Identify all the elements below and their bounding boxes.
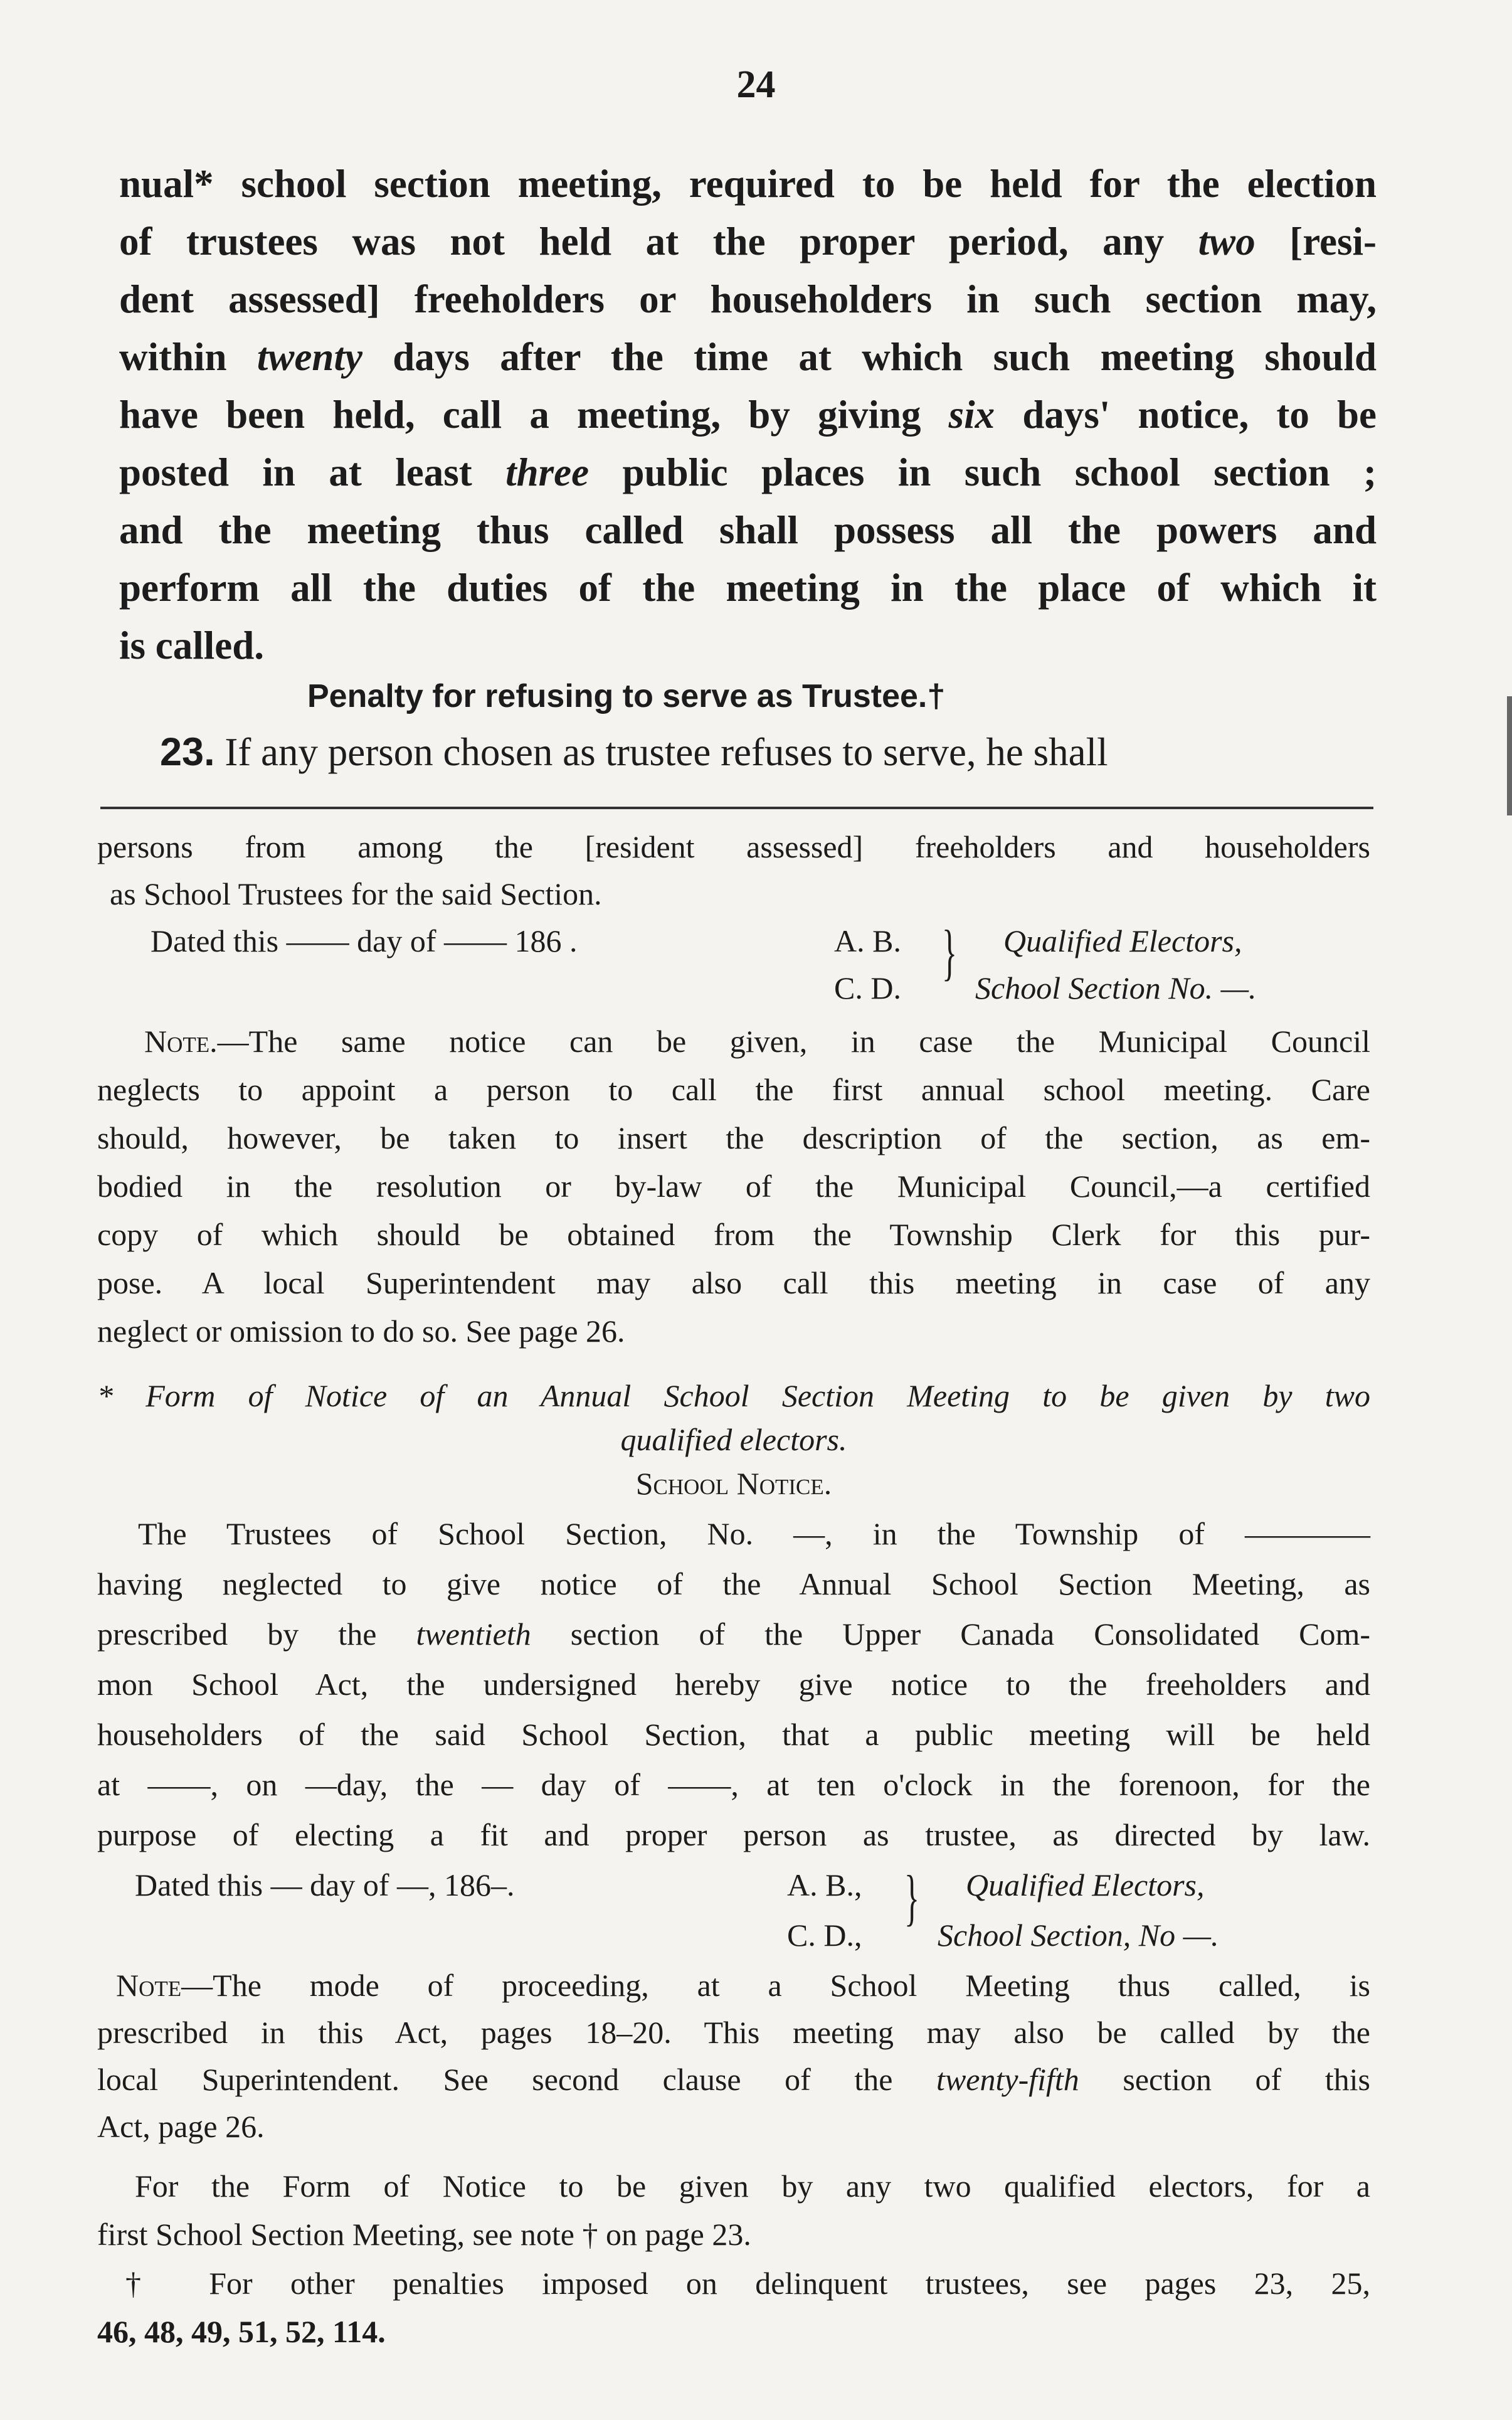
body-line-7: and the meeting thus called shall possess all the powers and — [119, 508, 1377, 552]
note1-line-2: neglects to appoint a person to call the first annual school meeting. Care — [97, 1072, 1370, 1107]
italic-twentieth: twentieth — [416, 1616, 531, 1652]
italic-two: two — [1198, 220, 1256, 263]
body-line-4: within twenty days after the time at which such meeting should — [119, 335, 1377, 379]
body-line-3: dent assessed] freeholders or householders in such section may, — [119, 277, 1377, 321]
note1-line-3: should, however, be taken to insert the description of the section, as em- — [97, 1120, 1370, 1155]
body-line-6: posted in at least three public places in such school section ; — [119, 450, 1377, 494]
notice-line-2: having neglected to give notice of the Annual School Section Meeting, as — [97, 1566, 1370, 1601]
note2-label: Note — [116, 1968, 182, 2003]
notice-line-7: purpose of electing a fit and proper person as trustee, as directed by law. — [97, 1817, 1370, 1852]
body-line-8: perform all the duties of the meeting in the place of which it — [119, 566, 1377, 610]
italic-twenty-fifth: twenty-fifth — [936, 2062, 1079, 2097]
section-number: 23. — [160, 730, 215, 774]
section-text: If any person chosen as trustee refuses to serve, he shall — [225, 730, 1108, 774]
form-ref-line-1: For the Form of Notice to be given by any two qualified electors, for a — [135, 2168, 1370, 2204]
signer-role-2a: Qualified Electors, — [966, 1867, 1205, 1903]
body-line-2: of trustees was not held at the proper period, any two [resi- — [119, 220, 1377, 263]
body-line-9: is called. — [119, 624, 264, 667]
note1-label: Note. — [144, 1024, 218, 1059]
note1-line-1: Note.—The same notice can be given, in case the Municipal Council — [144, 1024, 1370, 1059]
brace-1: } — [942, 917, 957, 987]
notice-line-5: householders of the said School Section, that a public meeting will be held — [97, 1717, 1370, 1752]
note2-line-1: Note—The mode of proceeding, at a School Meeting thus called, is — [116, 1968, 1370, 2003]
body-line-1: nual* school section meeting, required to be held for the election — [119, 162, 1377, 206]
section-23-line — [160, 730, 1377, 774]
fn-cont-line-1: persons from among the [resident assessed] freeholders and householders — [97, 829, 1370, 864]
section-heading: Penalty for refusing to serve as Trustee.† — [307, 678, 946, 714]
signer-role-2b: School Section, No —. — [938, 1918, 1219, 1953]
form-title-line-2: qualified electors. — [620, 1422, 847, 1457]
form-title-line-1: * Form of Notice of an Annual School Section Meeting to be given by two — [97, 1378, 1370, 1413]
signer-cd-1: C. D. — [834, 970, 901, 1006]
italic-twenty: twenty — [256, 335, 362, 379]
note1-line-6: pose. A local Superintendent may also call this meeting in case of any — [97, 1265, 1370, 1300]
signer-role-1a: Qualified Electors, — [1003, 923, 1242, 958]
note1-line-7: neglect or omission to do so. See page 26. — [97, 1313, 625, 1349]
footnote-rule — [100, 807, 1373, 809]
dagger-note-line-1: † For other penalties imposed on delinquent trustees, see pages 23, 25, — [125, 2266, 1370, 2301]
note2-line-3: local Superintendent. See second clause of the twenty-fifth section of this — [97, 2062, 1371, 2097]
signer-ab-2: A. B., — [787, 1867, 862, 1903]
fn-cont-line-2: as School Trustees for the said Section. — [110, 876, 602, 911]
signer-cd-2: C. D., — [787, 1918, 862, 1953]
body-line-5: have been held, call a meeting, by giving six days' notice, to be — [119, 393, 1377, 437]
page-number: 24 — [736, 63, 776, 106]
italic-six: six — [948, 393, 995, 437]
dagger-note-line-2: 46, 48, 49, 51, 52, 114. — [97, 2314, 386, 2349]
notice-line-4: mon School Act, the undersigned hereby give notice to the freeholders and — [97, 1667, 1370, 1702]
notice-line-1: The Trustees of School Section, No. —, in the Township of ———— — [138, 1516, 1370, 1551]
page-edge-mark — [1507, 696, 1512, 815]
dated-line-1: Dated this —— day of —— 186 . — [151, 923, 578, 958]
notice-line-3: prescribed by the twentieth section of the Upper Canada Consolidated Com- — [97, 1616, 1371, 1652]
signer-role-1b: School Section No. —. — [975, 970, 1257, 1006]
brace-2: } — [904, 1862, 919, 1932]
italic-three: three — [505, 450, 589, 494]
note2-line-4: Act, page 26. — [97, 2109, 265, 2144]
note1-line-5: copy of which should be obtained from the Township Clerk for this pur- — [97, 1217, 1370, 1252]
note2-line-2: prescribed in this Act, pages 18–20. This meeting may also be called by the — [97, 2015, 1370, 2050]
signer-ab-1: A. B. — [834, 923, 901, 958]
school-notice-title: School Notice. — [635, 1466, 832, 1501]
notice-line-6: at ——, on —day, the — day of ——, at ten o'clock in the forenoon, for the — [97, 1767, 1370, 1802]
form-ref-line-2: first School Section Meeting, see note † on page 23. — [97, 2217, 751, 2252]
note1-line-4: bodied in the resolution or by-law of the Municipal Council,—a certified — [97, 1169, 1370, 1204]
dated-line-2: Dated this — day of —, 186–. — [135, 1867, 515, 1903]
